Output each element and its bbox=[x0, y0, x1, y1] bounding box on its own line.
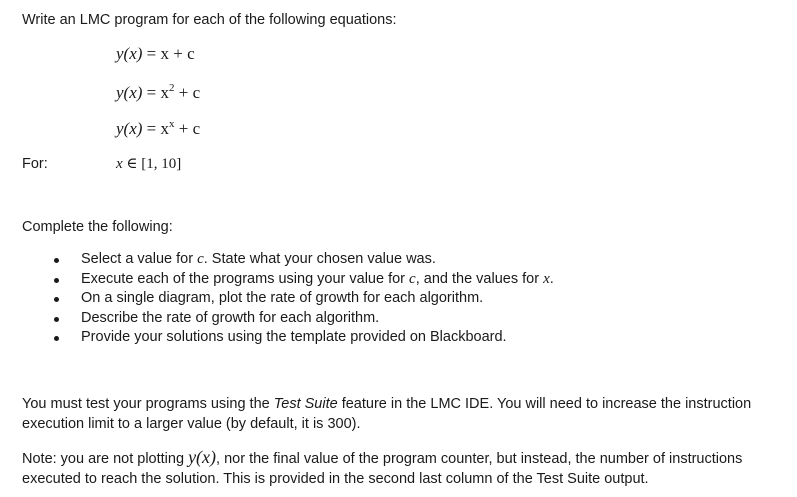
equation-quadratic-op: = x bbox=[146, 83, 170, 102]
equation-quadratic-exponent: 2 bbox=[169, 82, 175, 94]
task-item-select-value bbox=[54, 250, 554, 270]
for-label: For: bbox=[22, 156, 48, 172]
equation-quadratic bbox=[116, 83, 200, 103]
task-item-text: Describe the rate of growth for each algorithm. bbox=[81, 309, 380, 326]
equation-linear bbox=[116, 44, 195, 64]
note-paragraph bbox=[22, 447, 792, 489]
paragraph-text: , nor the final value of the program counter, but instead, the number of instructions executed to reach the solution. This is provided in the second last column of the Test Suite output. bbox=[22, 451, 743, 487]
math-variable-x: x bbox=[543, 270, 550, 287]
task-item-text: Provide your solutions using the template provided on Blackboard. bbox=[81, 329, 507, 345]
equation-linear-rhs: = x + c bbox=[146, 44, 195, 63]
math-y-of-x: y(x) bbox=[188, 447, 217, 467]
equation-exponential-op: = x bbox=[146, 119, 170, 138]
task-item-text: , and the values for bbox=[415, 270, 544, 287]
task-item-text: On a single diagram, plot the rate of growth for each algorithm. bbox=[81, 290, 484, 306]
equation-linear-lhs: y(x) bbox=[116, 44, 143, 63]
task-item-execute bbox=[54, 270, 554, 290]
math-variable-c: c bbox=[197, 251, 204, 267]
task-item-text: Execute each of the programs using your value for bbox=[81, 270, 410, 287]
task-item-text: Select a value for bbox=[81, 251, 198, 267]
equation-exponential-tail: + c bbox=[178, 119, 201, 138]
task-item-provide bbox=[54, 328, 554, 348]
math-variable-c: c bbox=[409, 270, 416, 287]
paragraph-text: You must test your programs using the bbox=[22, 396, 274, 412]
paragraph-text: feature in the LMC IDE. You will need to increase the instruction execution limit to a larger value (by default, it is 300). bbox=[22, 396, 752, 432]
intro-text: Write an LMC program for each of the following equations: bbox=[22, 12, 397, 28]
equation-quadratic-lhs: y(x) bbox=[116, 83, 143, 102]
test-suite-paragraph bbox=[22, 394, 792, 434]
task-list bbox=[54, 250, 554, 348]
equation-exponential-exponent: x bbox=[169, 118, 175, 130]
task-item-text: . bbox=[549, 270, 554, 287]
equation-exponential-lhs: y(x) bbox=[116, 119, 143, 138]
domain-expression bbox=[116, 154, 181, 173]
complete-heading: Complete the following: bbox=[22, 219, 173, 235]
task-item-text: . State what your chosen value was. bbox=[203, 251, 436, 267]
task-item-describe bbox=[54, 309, 554, 329]
task-item-plot bbox=[54, 289, 554, 309]
domain-range: ∈ [1, 10] bbox=[126, 156, 182, 172]
equation-quadratic-tail: + c bbox=[178, 83, 201, 102]
domain-variable: x bbox=[116, 156, 123, 172]
equation-exponential bbox=[116, 119, 200, 139]
test-suite-emphasis: Test Suite bbox=[273, 396, 338, 412]
paragraph-text: Note: you are not plotting bbox=[22, 451, 189, 467]
